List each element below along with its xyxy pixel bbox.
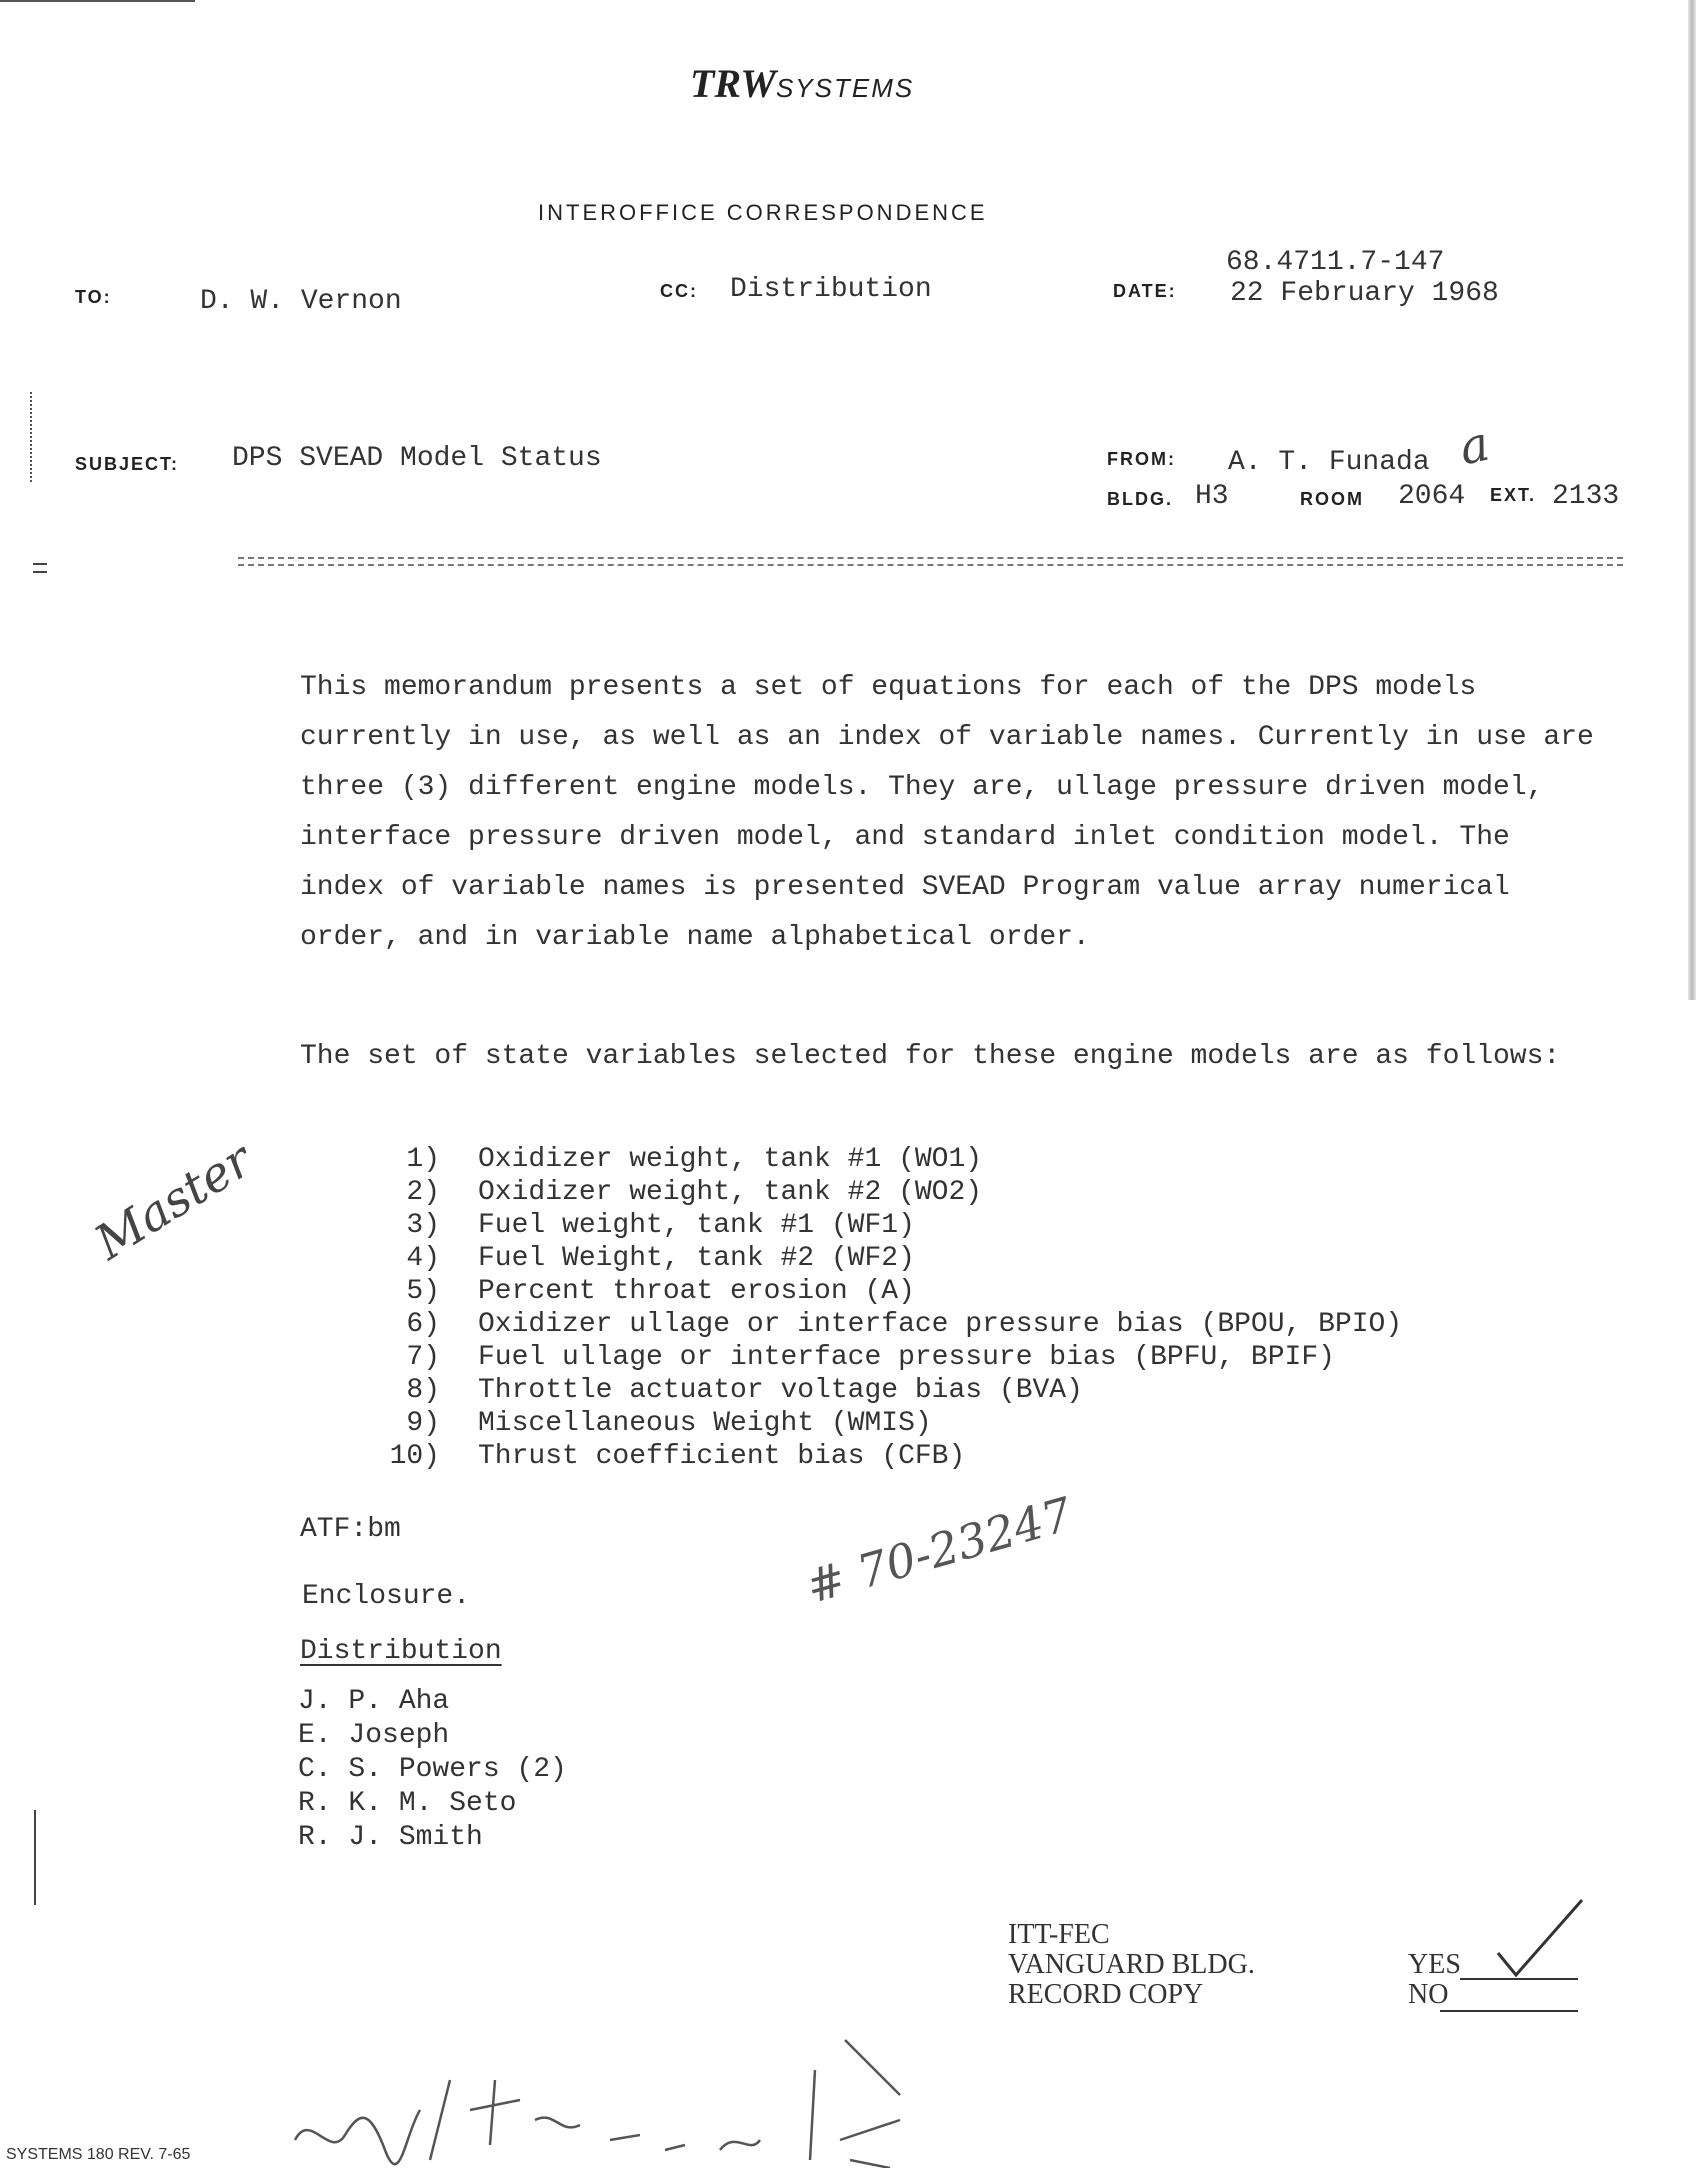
subject-label: SUBJECT: — [75, 454, 180, 474]
margin-mark — [33, 563, 47, 573]
list-item-text: Miscellaneous Weight (WMIS) — [478, 1408, 932, 1439]
from-label: FROM: — [1107, 449, 1176, 469]
list-item-number: 3) — [406, 1210, 440, 1241]
to-label: TO: — [75, 287, 112, 307]
list-item-number: 2) — [406, 1177, 440, 1208]
date-reference: 68.4711.7-147 — [1226, 247, 1445, 278]
no-line — [1440, 2010, 1578, 2012]
enclosure-note: Enclosure. — [302, 1581, 471, 1612]
list-item: E. Joseph — [298, 1720, 450, 1751]
list-item-text: Oxidizer ullage or interface pressure bias (BPOU, BPIO) — [478, 1309, 1403, 1340]
list-item: J. P. Aha — [298, 1686, 450, 1717]
body-paragraph-1: This memorandum presents a set of equations for each of the DPS models currently in use, as well as an index of variable names. Currently in use are three (3) different engine models. They are, ullage pressure driven model, interface pressure driven model, and standard inlet condition model. The index of variable names is presented SVEAD Program value array numerical order, and in variable name alphabetical order. — [300, 672, 1594, 953]
ext-label: EXT. — [1490, 485, 1537, 505]
list-item-text: Percent throat erosion (A) — [478, 1276, 915, 1307]
list-item-number: 8) — [406, 1375, 440, 1406]
list-item-text: Throttle actuator voltage bias (BVA) — [478, 1375, 1083, 1406]
letterhead-logo — [690, 60, 914, 107]
list-item — [340, 1308, 1402, 1341]
form-number: SYSTEMS 180 REV. 7-65 — [6, 2146, 191, 2163]
body-paragraph-2: The set of state variables selected for these engine models are as follows: — [300, 1041, 1561, 1072]
date-value: 22 February 1968 — [1230, 278, 1499, 309]
scan-edge-line — [0, 0, 195, 2]
ext-value: 2133 — [1552, 481, 1620, 512]
record-copy-block — [1008, 1920, 1255, 2010]
distribution-heading: Distribution — [300, 1636, 502, 1667]
scan-edge-shadow — [1688, 0, 1696, 1000]
margin-tick — [30, 392, 32, 482]
header-divider-bottom — [238, 564, 1623, 566]
record-copy-line: ITT-FEC — [1008, 1919, 1110, 1950]
distribution-list — [298, 1685, 567, 1855]
margin-vertical-mark — [34, 1810, 36, 1905]
typist-initials: ATF:bm — [300, 1514, 401, 1545]
list-item-number: 4) — [406, 1243, 440, 1274]
list-item-text: Fuel weight, tank #1 (WF1) — [478, 1210, 915, 1241]
list-item — [340, 1341, 1402, 1374]
list-item-text: Fuel ullage or interface pressure bias (BPFU, BPIF) — [478, 1342, 1335, 1373]
brand-suffix: SYSTEMS — [775, 73, 915, 103]
list-item-number: 9) — [406, 1408, 440, 1439]
bldg-label: BLDG. — [1107, 489, 1173, 509]
room-label: ROOM — [1300, 489, 1364, 509]
page-title: INTEROFFICE CORRESPONDENCE — [538, 200, 988, 225]
list-item — [340, 1275, 1402, 1308]
no-label: NO — [1408, 1979, 1449, 2010]
list-item — [340, 1374, 1402, 1407]
list-item-number: 10) — [389, 1441, 440, 1472]
list-item — [340, 1242, 1402, 1275]
record-copy-line: RECORD COPY — [1008, 1979, 1204, 2010]
list-item — [340, 1143, 1402, 1176]
list-item-number: 5) — [406, 1276, 440, 1307]
checkmark-icon — [1490, 1895, 1590, 1980]
list-item: R. K. M. Seto — [298, 1788, 517, 1819]
list-item — [340, 1209, 1402, 1242]
handwritten-document-number: # 70-23247 — [800, 1486, 1078, 1614]
list-item — [340, 1176, 1402, 1209]
list-item-text: Oxidizer weight, tank #2 (WO2) — [478, 1177, 983, 1208]
list-item-number: 6) — [406, 1309, 440, 1340]
brand-name: TRW — [690, 61, 776, 106]
yes-label: YES — [1408, 1949, 1461, 1980]
date-label: DATE: — [1113, 281, 1177, 301]
list-item: R. J. Smith — [298, 1822, 483, 1853]
list-item: C. S. Powers (2) — [298, 1754, 567, 1785]
list-item-number: 1) — [406, 1144, 440, 1175]
list-item — [340, 1440, 1402, 1473]
margin-handwriting: Master — [85, 1131, 262, 1271]
list-item-number: 7) — [406, 1342, 440, 1373]
list-item-text: Fuel Weight, tank #2 (WF2) — [478, 1243, 915, 1274]
record-copy-line: VANGUARD BLDG. — [1008, 1949, 1255, 1980]
bldg-value: H3 — [1195, 481, 1229, 512]
to-value: D. W. Vernon — [200, 286, 402, 317]
cc-value: Distribution — [730, 274, 932, 305]
state-variable-list — [340, 1143, 1402, 1473]
handwritten-scribble — [290, 1960, 930, 2168]
list-item-text: Thrust coefficient bias (CFB) — [478, 1441, 966, 1472]
header-divider-top — [238, 557, 1623, 559]
subject-value: DPS SVEAD Model Status — [232, 443, 602, 474]
from-initials: a — [1454, 415, 1495, 477]
room-value: 2064 — [1398, 481, 1466, 512]
from-value: A. T. Funada — [1228, 447, 1430, 478]
list-item — [340, 1407, 1402, 1440]
cc-label: CC: — [660, 281, 698, 301]
list-item-text: Oxidizer weight, tank #1 (WO1) — [478, 1144, 983, 1175]
